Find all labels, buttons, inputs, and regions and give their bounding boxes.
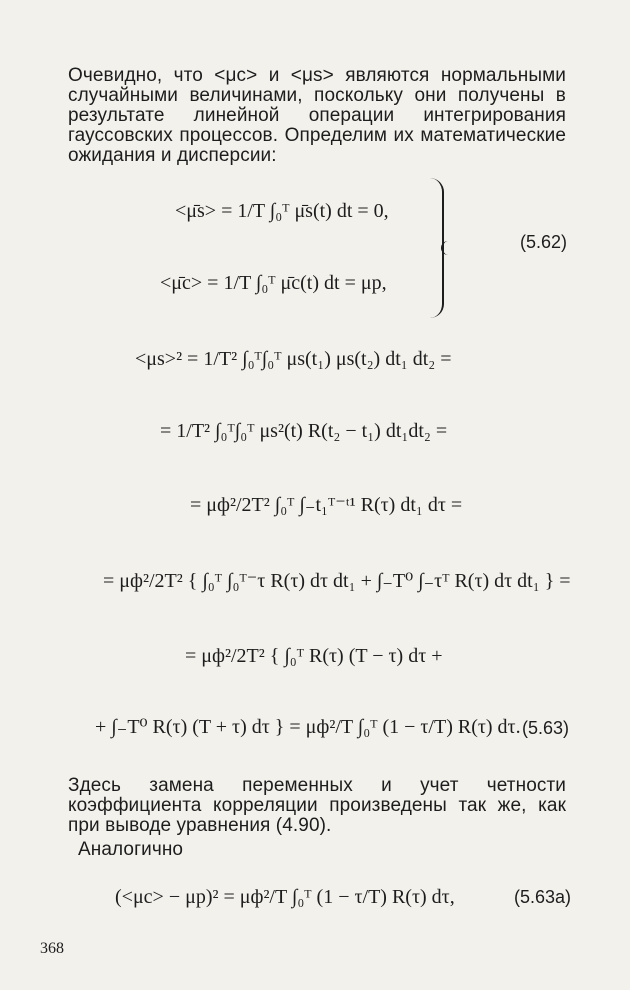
equation-563-line-2: = 1/T² ∫₀ᵀ∫₀ᵀ μs²(t) R(t₂ − t₁) dt₁dt₂ =	[160, 420, 448, 442]
similarly-label: Аналогично	[78, 839, 184, 860]
equation-number-563a: (5.63a)	[514, 887, 572, 907]
equation-number-562: (5.62)	[520, 232, 568, 252]
equation-562-b: <μ̄c> = 1/T ∫₀ᵀ μ̄c(t) dt = μp,	[160, 272, 387, 294]
equation-563-line-4: = μф²/2T² { ∫₀ᵀ ∫₀ᵀ⁻τ R(τ) dτ dt₁ + ∫₋T⁰ ∫₋τᵀ R(τ) dτ dt₁ } =	[103, 570, 571, 592]
equation-number-563: (5.63)	[522, 718, 570, 738]
intro-text: Очевидно, что <μc> и <μs> являются нормальными случайными величинами, поскольку они получены в результате линейной операции интегрирования гауссовских процессов. Определим их математические ожидания и дисперсии:	[68, 65, 566, 166]
explain-text: Здесь замена переменных и учет четности коэффициента корреляции произведены так же, как при выводе уравнения (4.90).	[68, 775, 566, 836]
right-brace-tip	[441, 241, 451, 255]
page-number: 368	[40, 940, 64, 957]
equation-563-line-5: = μф²/2T² { ∫₀ᵀ R(τ) (T − τ) dτ +	[185, 645, 443, 667]
intro-paragraph	[68, 66, 566, 166]
equation-563a: (<μc> − μp)² = μф²/T ∫₀ᵀ (1 − τ/T) R(τ) dτ,	[115, 886, 455, 908]
explain-paragraph	[68, 776, 566, 836]
equation-563-line-1: <μs>² = 1/T² ∫₀ᵀ∫₀ᵀ μs(t₁) μs(t₂) dt₁ dt₂ =	[135, 348, 452, 370]
equation-562-a: <μ̄s> = 1/T ∫₀ᵀ μ̄s(t) dt = 0,	[175, 200, 389, 222]
equation-563-line-6: + ∫₋T⁰ R(τ) (T + τ) dτ } = μф²/T ∫₀ᵀ (1 − τ/T) R(τ) dτ.	[95, 716, 521, 738]
equation-563-line-3: = μф²/2T² ∫₀ᵀ ∫₋t₁ᵀ⁻ᵗ¹ R(τ) dt₁ dτ =	[190, 494, 463, 516]
